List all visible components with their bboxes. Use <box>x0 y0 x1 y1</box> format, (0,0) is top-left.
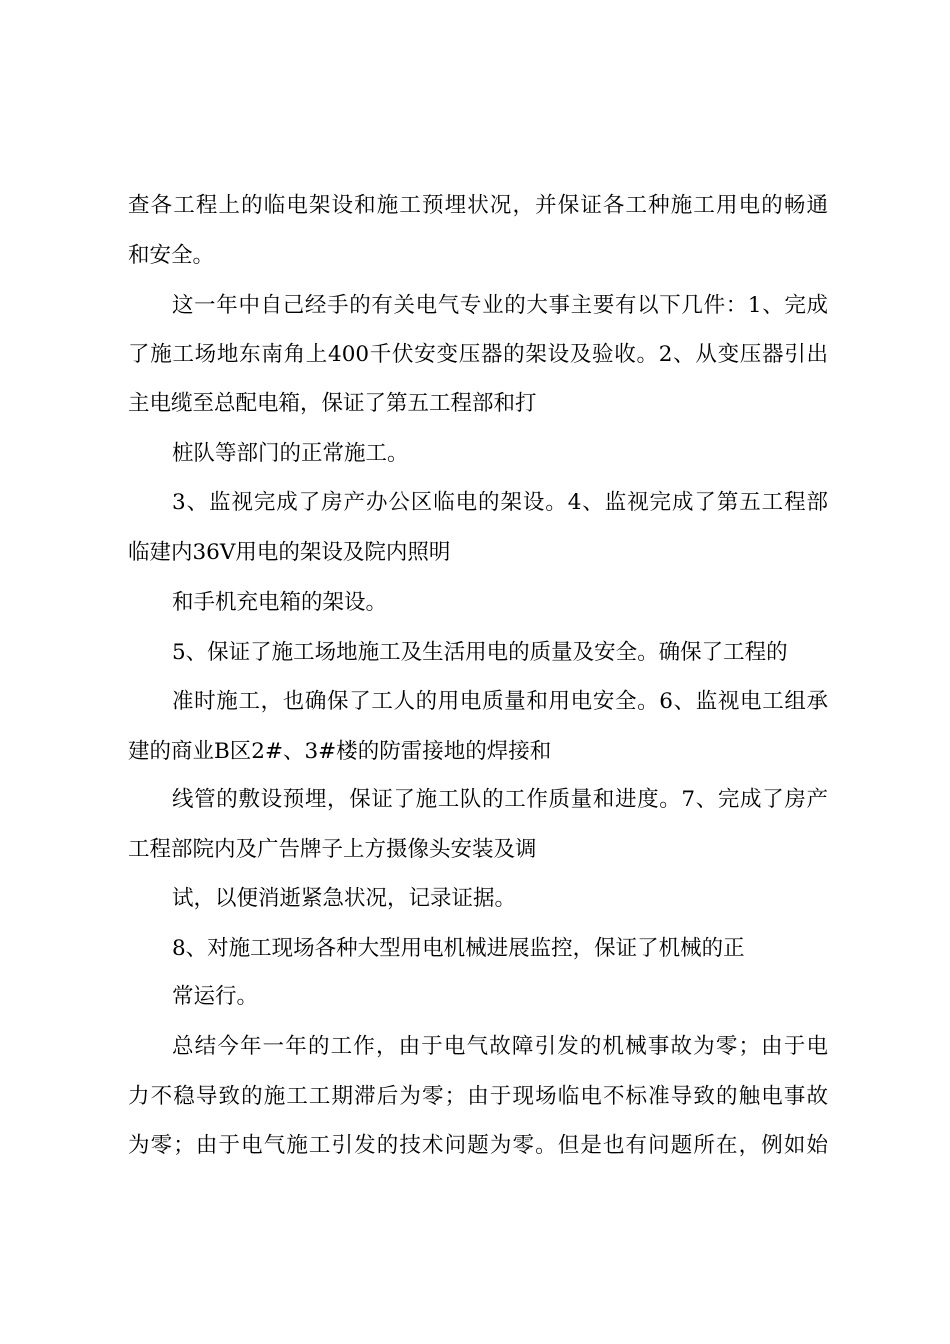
text-line-15: 试，以便消逝紧急状况，记录证据。 <box>172 886 517 911</box>
text-line-8: 临建内36V用电的架设及院内照明 <box>128 540 451 565</box>
text-line-2: 和安全。 <box>128 243 215 268</box>
text-line-13: 线管的敷设预埋，保证了施工队的工作质量和进度。7、完成了房产 <box>172 787 828 812</box>
text-line-7: 3、监视完成了房产办公区临电的架设。4、监视完成了第五工程部 <box>172 490 828 515</box>
text-line-17: 常运行。 <box>172 984 259 1009</box>
text-line-1: 查各工程上的临电架设和施工预埋状况，并保证各工种施工用电的畅通 <box>128 193 828 218</box>
text-line-18: 总结今年一年的工作，由于电气故障引发的机械事故为零；由于电 <box>172 1034 828 1059</box>
text-line-4: 了施工场地东南角上400千伏安变压器的架设及验收。2、从变压器引出 <box>128 342 828 367</box>
text-line-6: 桩队等部门的正常施工。 <box>172 441 409 466</box>
text-line-12: 建的商业B区2#、3#楼的防雷接地的焊接和 <box>128 739 552 764</box>
text-line-3: 这一年中自己经手的有关电气专业的大事主要有以下几件：1、完成 <box>172 293 828 318</box>
text-line-16: 8、对施工现场各种大型用电机械进展监控，保证了机械的正 <box>172 936 745 961</box>
text-line-14: 工程部院内及广告牌子上方摄像头安装及调 <box>128 837 537 862</box>
text-line-11: 准时施工，也确保了工人的用电质量和用电安全。6、监视电工组承 <box>172 689 828 714</box>
text-line-5: 主电缆至总配电箱，保证了第五工程部和打 <box>128 391 537 416</box>
text-line-20: 为零；由于电气施工引发的技术问题为零。但是也有问题所在，例如始 <box>128 1133 828 1158</box>
text-line-10: 5、保证了施工场地施工及生活用电的质量及安全。确保了工程的 <box>172 640 788 665</box>
text-line-19: 力不稳导致的施工工期滞后为零；由于现场临电不标准导致的触电事故 <box>128 1084 828 1109</box>
text-line-9: 和手机充电箱的架设。 <box>172 590 388 615</box>
